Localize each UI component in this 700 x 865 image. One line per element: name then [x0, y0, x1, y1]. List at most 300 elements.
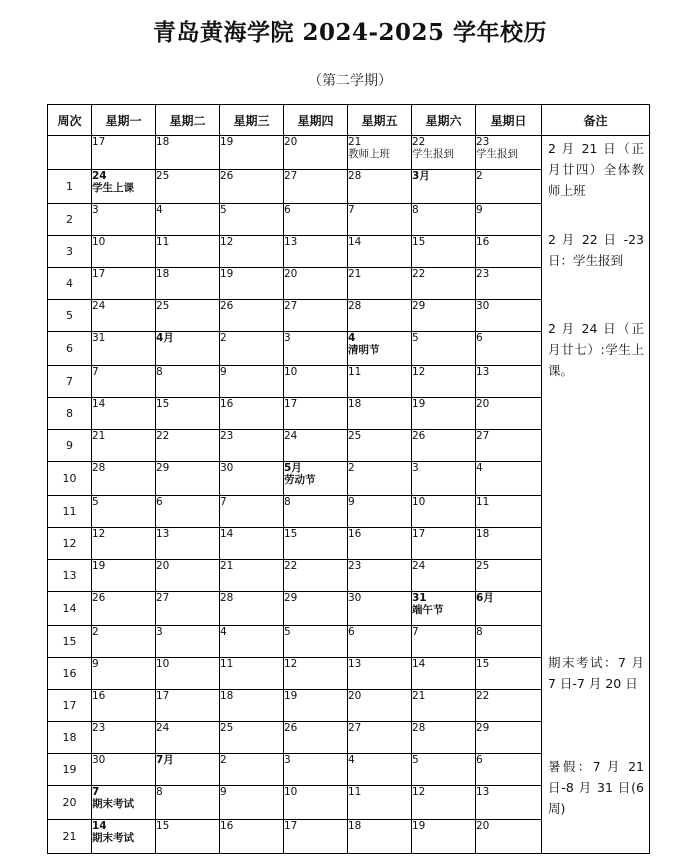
day-number: 28	[92, 462, 106, 474]
day-cell	[476, 658, 542, 690]
day-cell	[220, 722, 284, 754]
day-number: 3月	[412, 170, 430, 182]
day-cell	[476, 398, 542, 430]
day-event-label: 端午节	[412, 604, 444, 616]
week-number: 19	[48, 754, 92, 786]
day-cell	[92, 820, 156, 854]
week-number: 2	[48, 204, 92, 236]
day-number: 5	[92, 496, 99, 508]
day-number: 18	[156, 268, 170, 280]
day-cell	[220, 820, 284, 854]
day-cell	[348, 204, 412, 236]
day-cell	[284, 754, 348, 786]
day-number: 26	[284, 722, 298, 734]
day-cell	[284, 136, 348, 170]
day-number: 20	[156, 560, 170, 572]
day-number: 7	[92, 366, 99, 378]
day-number: 14	[412, 658, 426, 670]
day-cell	[476, 136, 542, 170]
day-cell	[92, 170, 156, 204]
day-number: 3	[284, 332, 291, 344]
day-number: 26	[220, 170, 234, 182]
day-cell	[476, 462, 542, 496]
day-number: 3	[284, 754, 291, 766]
day-cell	[348, 528, 412, 560]
day-cell	[412, 462, 476, 496]
day-number: 15	[476, 658, 490, 670]
day-number: 20	[348, 690, 362, 702]
day-number: 25	[156, 170, 170, 182]
day-cell	[412, 496, 476, 528]
day-number: 20	[284, 136, 298, 148]
day-cell	[348, 496, 412, 528]
day-number: 5	[412, 332, 419, 344]
week-number: 6	[48, 332, 92, 366]
day-number: 3	[156, 626, 163, 638]
day-cell	[284, 786, 348, 820]
day-cell	[348, 658, 412, 690]
day-number: 18	[156, 136, 170, 148]
day-number: 7	[348, 204, 355, 216]
day-cell	[92, 592, 156, 626]
day-cell	[284, 722, 348, 754]
week-number: 5	[48, 300, 92, 332]
remark-note: 暑假：7 月 21 日-8 月 31 日(6 周)	[548, 759, 644, 816]
day-number: 21	[412, 690, 426, 702]
day-number: 8	[284, 496, 291, 508]
day-cell	[284, 332, 348, 366]
day-cell	[220, 300, 284, 332]
day-number: 19	[92, 560, 106, 572]
day-number: 19	[220, 268, 234, 280]
day-cell	[156, 658, 220, 690]
day-number: 10	[412, 496, 426, 508]
day-number: 7	[220, 496, 227, 508]
day-cell	[220, 268, 284, 300]
day-cell	[156, 430, 220, 462]
day-cell	[156, 236, 220, 268]
day-cell	[156, 820, 220, 854]
day-number: 11	[156, 236, 170, 248]
column-header: 星期一	[92, 105, 156, 136]
day-cell	[476, 366, 542, 398]
week-number: 17	[48, 690, 92, 722]
day-cell	[348, 430, 412, 462]
day-number: 9	[220, 366, 227, 378]
day-cell	[284, 204, 348, 236]
day-number: 6	[284, 204, 291, 216]
day-number: 8	[156, 366, 163, 378]
day-number: 10	[92, 236, 106, 248]
day-number: 28	[220, 592, 234, 604]
day-number: 13	[348, 658, 362, 670]
day-cell	[284, 462, 348, 496]
day-number: 17	[92, 136, 106, 148]
day-number: 24	[284, 430, 298, 442]
day-cell	[284, 820, 348, 854]
day-cell	[220, 528, 284, 560]
day-cell	[156, 722, 220, 754]
day-number: 11	[348, 366, 362, 378]
day-number: 16	[476, 236, 490, 248]
day-cell	[92, 786, 156, 820]
day-number: 19	[284, 690, 298, 702]
day-cell	[156, 136, 220, 170]
day-cell	[220, 496, 284, 528]
week-number: 7	[48, 366, 92, 398]
day-number: 14	[220, 528, 234, 540]
day-cell	[220, 462, 284, 496]
day-number: 6	[348, 626, 355, 638]
day-number: 14	[348, 236, 362, 248]
week-number: 15	[48, 626, 92, 658]
day-cell	[284, 300, 348, 332]
day-cell	[156, 332, 220, 366]
day-cell	[348, 786, 412, 820]
day-number: 6	[476, 754, 483, 766]
day-cell	[348, 332, 412, 366]
day-number: 6	[476, 332, 483, 344]
day-number: 19	[412, 398, 426, 410]
day-cell	[156, 204, 220, 236]
day-cell	[92, 136, 156, 170]
day-number: 20	[284, 268, 298, 280]
day-number: 26	[220, 300, 234, 312]
day-number: 22	[476, 690, 490, 702]
day-cell	[92, 332, 156, 366]
day-number: 29	[476, 722, 490, 734]
column-header: 星期二	[156, 105, 220, 136]
remark-note: 2 月 24 日（正月廿七）:学生上课。	[548, 321, 644, 378]
day-number: 24	[92, 300, 106, 312]
day-number: 5	[220, 204, 227, 216]
day-number: 2	[220, 754, 227, 766]
day-cell	[92, 528, 156, 560]
day-cell	[476, 268, 542, 300]
remark-note: 2 月 22 日 -23 日：学生报到	[548, 232, 644, 268]
day-number: 27	[476, 430, 490, 442]
day-number: 2	[476, 170, 483, 182]
day-cell	[92, 430, 156, 462]
day-cell	[412, 626, 476, 658]
day-number: 11	[348, 786, 362, 798]
day-cell	[220, 690, 284, 722]
day-cell	[220, 626, 284, 658]
day-number: 2	[92, 626, 99, 638]
day-number: 23	[476, 136, 490, 148]
day-cell	[220, 170, 284, 204]
day-number: 27	[284, 170, 298, 182]
day-number: 4月	[156, 332, 174, 344]
day-cell	[412, 722, 476, 754]
day-cell	[284, 626, 348, 658]
day-cell	[92, 236, 156, 268]
day-cell	[412, 366, 476, 398]
week-number: 12	[48, 528, 92, 560]
day-number: 9	[220, 786, 227, 798]
day-number: 25	[348, 430, 362, 442]
day-number: 16	[92, 690, 106, 702]
day-number: 7	[92, 786, 100, 798]
day-number: 7	[412, 626, 419, 638]
day-cell	[476, 592, 542, 626]
day-number: 17	[284, 820, 298, 832]
day-number: 3	[92, 204, 99, 216]
day-cell	[92, 658, 156, 690]
week-number: 9	[48, 430, 92, 462]
day-cell	[220, 332, 284, 366]
week-number: 3	[48, 236, 92, 268]
day-cell	[348, 560, 412, 592]
week-number	[48, 136, 92, 170]
day-cell	[348, 626, 412, 658]
day-cell	[92, 268, 156, 300]
day-cell	[284, 528, 348, 560]
day-cell	[476, 204, 542, 236]
day-cell	[348, 236, 412, 268]
day-cell	[220, 754, 284, 786]
day-number: 24	[92, 170, 107, 182]
day-number: 28	[348, 170, 362, 182]
day-number: 29	[412, 300, 426, 312]
week-number: 18	[48, 722, 92, 754]
day-cell	[220, 658, 284, 690]
day-cell	[348, 268, 412, 300]
day-cell	[412, 398, 476, 430]
day-number: 22	[412, 136, 426, 148]
week-number: 4	[48, 268, 92, 300]
day-event-label: 期末考试	[92, 798, 134, 810]
day-cell	[156, 398, 220, 430]
day-number: 24	[156, 722, 170, 734]
day-cell	[476, 496, 542, 528]
day-cell	[476, 754, 542, 786]
day-cell	[220, 136, 284, 170]
day-event-label: 学生报到	[476, 148, 518, 160]
day-cell	[476, 300, 542, 332]
day-cell	[476, 170, 542, 204]
day-number: 18	[348, 398, 362, 410]
day-cell	[284, 398, 348, 430]
column-header: 星期六	[412, 105, 476, 136]
week-number: 10	[48, 462, 92, 496]
day-cell	[348, 300, 412, 332]
day-cell	[476, 430, 542, 462]
day-cell	[476, 786, 542, 820]
day-number: 19	[220, 136, 234, 148]
day-cell	[412, 560, 476, 592]
column-header: 星期日	[476, 105, 542, 136]
day-number: 25	[156, 300, 170, 312]
day-number: 4	[348, 332, 356, 344]
day-cell	[412, 332, 476, 366]
week-number: 21	[48, 820, 92, 854]
day-number: 31	[412, 592, 427, 604]
column-header: 星期四	[284, 105, 348, 136]
day-cell	[156, 496, 220, 528]
day-cell	[92, 366, 156, 398]
page-subtitle: （第二学期）	[308, 73, 392, 89]
day-cell	[156, 528, 220, 560]
day-cell	[476, 722, 542, 754]
day-number: 15	[284, 528, 298, 540]
week-number: 8	[48, 398, 92, 430]
day-cell	[156, 268, 220, 300]
day-number: 14	[92, 398, 106, 410]
remark-note: 期末考试：7 月 7 日-7 月 20 日	[548, 655, 644, 691]
day-number: 14	[92, 820, 107, 832]
day-number: 15	[156, 820, 170, 832]
day-number: 17	[92, 268, 106, 280]
day-event-label: 清明节	[348, 344, 380, 356]
day-cell	[348, 592, 412, 626]
day-event-label: 期末考试	[92, 832, 134, 844]
day-cell	[412, 170, 476, 204]
day-cell	[156, 170, 220, 204]
day-cell	[412, 236, 476, 268]
day-cell	[348, 462, 412, 496]
day-number: 2	[348, 462, 355, 474]
day-number: 12	[284, 658, 298, 670]
day-cell	[92, 560, 156, 592]
day-cell	[476, 820, 542, 854]
week-number: 1	[48, 170, 92, 204]
day-number: 24	[412, 560, 426, 572]
day-cell	[284, 366, 348, 398]
day-cell	[412, 204, 476, 236]
day-number: 22	[412, 268, 426, 280]
day-number: 22	[156, 430, 170, 442]
day-cell	[92, 690, 156, 722]
day-number: 13	[476, 366, 490, 378]
table-header-row	[48, 105, 650, 136]
day-number: 10	[156, 658, 170, 670]
day-number: 30	[348, 592, 362, 604]
day-number: 17	[412, 528, 426, 540]
day-number: 28	[412, 722, 426, 734]
day-cell	[156, 560, 220, 592]
day-cell	[284, 268, 348, 300]
remarks-column	[542, 136, 650, 854]
day-cell	[92, 722, 156, 754]
day-cell	[412, 592, 476, 626]
column-header: 星期三	[220, 105, 284, 136]
day-cell	[156, 754, 220, 786]
day-number: 18	[348, 820, 362, 832]
day-cell	[220, 592, 284, 626]
day-number: 11	[476, 496, 490, 508]
day-number: 17	[156, 690, 170, 702]
day-cell	[348, 170, 412, 204]
day-number: 8	[476, 626, 483, 638]
day-cell	[476, 560, 542, 592]
day-number: 16	[220, 820, 234, 832]
day-cell	[348, 722, 412, 754]
day-number: 13	[156, 528, 170, 540]
day-number: 5	[284, 626, 291, 638]
day-cell	[220, 366, 284, 398]
week-number: 16	[48, 658, 92, 690]
day-number: 19	[412, 820, 426, 832]
day-number: 9	[348, 496, 355, 508]
day-cell	[284, 560, 348, 592]
day-number: 23	[92, 722, 106, 734]
day-number: 4	[348, 754, 355, 766]
day-number: 15	[156, 398, 170, 410]
day-cell	[412, 658, 476, 690]
day-number: 21	[348, 268, 362, 280]
day-cell	[284, 658, 348, 690]
day-number: 20	[476, 820, 490, 832]
day-number: 30	[92, 754, 106, 766]
day-cell	[348, 366, 412, 398]
day-number: 26	[412, 430, 426, 442]
day-cell	[412, 690, 476, 722]
day-cell	[412, 136, 476, 170]
day-cell	[92, 398, 156, 430]
day-cell	[284, 430, 348, 462]
day-cell	[220, 786, 284, 820]
day-number: 16	[220, 398, 234, 410]
day-number: 25	[476, 560, 490, 572]
day-number: 7月	[156, 754, 174, 766]
day-cell	[156, 786, 220, 820]
day-cell	[284, 236, 348, 268]
day-cell	[476, 690, 542, 722]
column-header: 备注	[542, 105, 650, 136]
day-cell	[476, 528, 542, 560]
day-number: 23	[348, 560, 362, 572]
day-number: 16	[348, 528, 362, 540]
page-title: 青岛黄海学院 2024-2025 学年校历	[152, 19, 548, 46]
day-cell	[412, 820, 476, 854]
day-number: 10	[284, 786, 298, 798]
day-cell	[220, 398, 284, 430]
day-number: 9	[476, 204, 483, 216]
day-cell	[348, 398, 412, 430]
day-number: 26	[92, 592, 106, 604]
day-number: 13	[284, 236, 298, 248]
day-cell	[92, 496, 156, 528]
day-number: 27	[284, 300, 298, 312]
day-cell	[92, 754, 156, 786]
day-cell	[156, 626, 220, 658]
day-number: 2	[220, 332, 227, 344]
day-event-label: 学生上课	[92, 182, 134, 194]
day-cell	[284, 170, 348, 204]
day-cell	[156, 462, 220, 496]
day-number: 10	[284, 366, 298, 378]
day-number: 12	[220, 236, 234, 248]
day-cell	[156, 592, 220, 626]
day-cell	[92, 626, 156, 658]
day-cell	[156, 366, 220, 398]
day-cell	[476, 626, 542, 658]
column-header: 星期五	[348, 105, 412, 136]
day-number: 9	[92, 658, 99, 670]
day-number: 30	[220, 462, 234, 474]
day-number: 25	[220, 722, 234, 734]
day-number: 8	[156, 786, 163, 798]
day-cell	[348, 754, 412, 786]
day-event-label: 学生报到	[412, 148, 454, 160]
day-number: 12	[92, 528, 106, 540]
day-number: 12	[412, 366, 426, 378]
day-cell	[348, 820, 412, 854]
day-number: 20	[476, 398, 490, 410]
day-cell	[220, 430, 284, 462]
week-number: 14	[48, 592, 92, 626]
